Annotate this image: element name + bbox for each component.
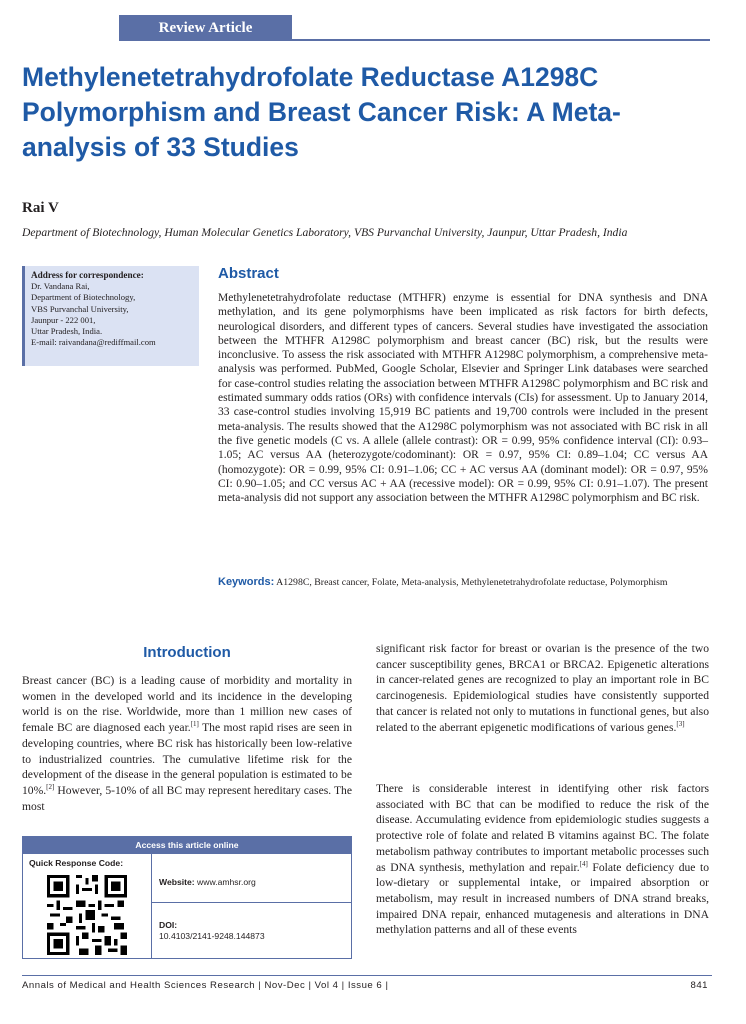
keywords (218, 575, 708, 590)
intro-column-1 (22, 673, 352, 814)
keywords-label: Keywords: (218, 576, 275, 588)
author: Rai V (22, 200, 59, 216)
correspondence-heading: Address for correspondence: (31, 270, 144, 280)
website-link[interactable]: www.amhsr.org (197, 877, 256, 887)
section-tag (119, 15, 292, 41)
correspondence-line: Uttar Pradesh, India. (31, 326, 103, 337)
footer-issue: Issue 6 (347, 980, 383, 991)
intro-column-2-para-2 (376, 781, 709, 938)
footer-journal: Annals of Medical and Health Sciences Research (22, 980, 256, 991)
intro-text: significant risk factor for breast or ovarian is the presence of the two cancer susceptibility genes, BRCA1 or BRCA2. Epigenetic alterations in cancer-related genes are recognized to play an important role in BC carcinogenesis. Epidemiological studies have consistently supported that cancer is related not only to mutations in functional genes, but also related to the aberrant epigenetic modifications of various genes. (376, 642, 709, 734)
citation-ref[interactable]: [1] (190, 720, 199, 729)
access-online-box (22, 836, 352, 959)
doi-label: DOI: (159, 920, 178, 930)
correspondence-line: Dr. Vandana Rai, (31, 281, 90, 292)
intro-text: The most rapid rises are seen in developing countries, where BC risk has historically been low-relative to industrialized countries. The cumulative lifetime risk for the development of the disease in the general population is estimated to be 10%. (22, 721, 352, 797)
article-title: Methylenetetrahydrofolate Reductase A1298C Polymorphism and Breast Cancer Risk: A Meta-analysis of 33 Studies (22, 62, 621, 162)
doi-value[interactable]: 10.4103/2141-9248.144873 (159, 931, 265, 941)
tag-rule (292, 39, 710, 41)
intro-text: Breast cancer (BC) is a leading cause of morbidity and mortality in women in the developed world and its incidence in the developing world is on the rise. Worldwide, more than 1 million new cases of female BC are diagnosed each year. (22, 674, 352, 735)
citation-ref[interactable]: [2] (46, 783, 55, 792)
footer-issue-date: Nov-Dec (264, 980, 306, 991)
section-tag-label: Review Article (158, 20, 253, 36)
section-tag-bar (22, 15, 710, 41)
box-divider (151, 854, 152, 958)
abstract-text: Methylenetetrahydrofolate reductase (MTHFR) enzyme is essential for DNA synthesis and DNA methylation, and its gene polymorphisms have been implicated as risk factors for birth defects, neurological disorders, and different types of cancers. Several studies have investigated the association between the MTHFR A1298C polymorphism and breast cancer (BC) risk, but the results were inconclusive. To assess the risk associated with MTHFR A1298C polymorphism, a comprehensive meta-analysis was performed. PubMed, Google Scholar, Elsevier and Springer Link databases were searched for case-control studies relating the association between MTHFR A1298C polymorphism and BC risk and estimated summary odds ratios (ORs) with confidence intervals (CIs) for assessment. Up to January 2014, 33 case-control studies involving 15,919 BC patients and 19,700 controls were included in the present meta-analysis. The results showed that the A1298C polymorphism was not associated with BC risk in all the five genetic models (C vs. A allele (allele contrast): OR = 0.99, 95% confidence interval (CI): 0.93–1.05; AC versus AA (heterozygote/codominant): OR = 0.97, 95% CI: 0.89–1.04; CC versus AA (homozygote): OR = 0.99, 95% CI: 0.91–1.06; CC + AC versus AA (dominant model): OR = 0.97, 95% CI: 0.90–1.05; and CC versus AC + AA (recessive model): OR = 0.99, 95% CI: 0.91–1.07). The present meta-analysis did not support any association between the MTHFR A1298C polymorphism and BC risk. (218, 292, 708, 505)
intro-column-2-para-1 (376, 641, 709, 735)
correspondence-email[interactable]: E-mail: raivandana@rediffmail.com (31, 337, 156, 348)
affiliation: Department of Biotechnology, Human Molecular Genetics Laboratory, VBS Purvanchal University, Jaunpur, Uttar Pradesh, India (22, 226, 628, 239)
correspondence-line: Department of Biotechnology, (31, 292, 136, 303)
footer-sep: | (341, 980, 348, 991)
doi-block (159, 920, 265, 942)
footer-sep: | (385, 980, 389, 991)
introduction-heading: Introduction (143, 644, 231, 661)
box-divider (151, 902, 351, 903)
correspondence-line: VBS Purvanchal University, (31, 303, 129, 314)
qr-code-icon[interactable] (47, 875, 127, 955)
footer-sep: | (308, 980, 315, 991)
correspondence-line: Jaunpur - 222 001, (31, 314, 96, 325)
intro-text: However, 5-10% of all BC may represent hereditary cases. The most (22, 783, 352, 813)
abstract-heading: Abstract (218, 265, 279, 282)
qr-label: Quick Response Code: (29, 858, 124, 868)
intro-text: There is considerable interest in identifying other risk factors associated with BC that can be modified to reduce the risk of the disease. Accumulating evidence from epidemiologic studies suggests a protective role of folate and related B vitamins against BC. The folate metabolism pathway contributes to important metabolic processes such as DNA synthesis, methylation and repair. (376, 782, 709, 874)
intro-text: Folate deficiency due to low-dietary or supplemental intake, or impaired absorption or metabolism, may result in increased numbers of DNA strand breaks, impaired DNA repair, enhanced mutagenesis and alterations in DNA methylation patterns and all of these events (376, 860, 709, 937)
footer-rule (22, 975, 712, 976)
footer (22, 980, 712, 991)
citation-ref[interactable]: [4] (579, 859, 588, 868)
citation-ref[interactable]: [3] (676, 719, 685, 728)
correspondence-box (22, 266, 199, 366)
page-number: 841 (690, 980, 708, 991)
footer-sep: | (258, 980, 265, 991)
website-line (159, 877, 256, 887)
access-heading: Access this article online (23, 837, 351, 854)
website-label: Website: (159, 877, 195, 887)
keywords-text: A1298C, Breast cancer, Folate, Meta-analysis, Methylenetetrahydrofolate reductase, Polymorphism (276, 577, 668, 588)
footer-volume: Vol 4 (314, 980, 339, 991)
